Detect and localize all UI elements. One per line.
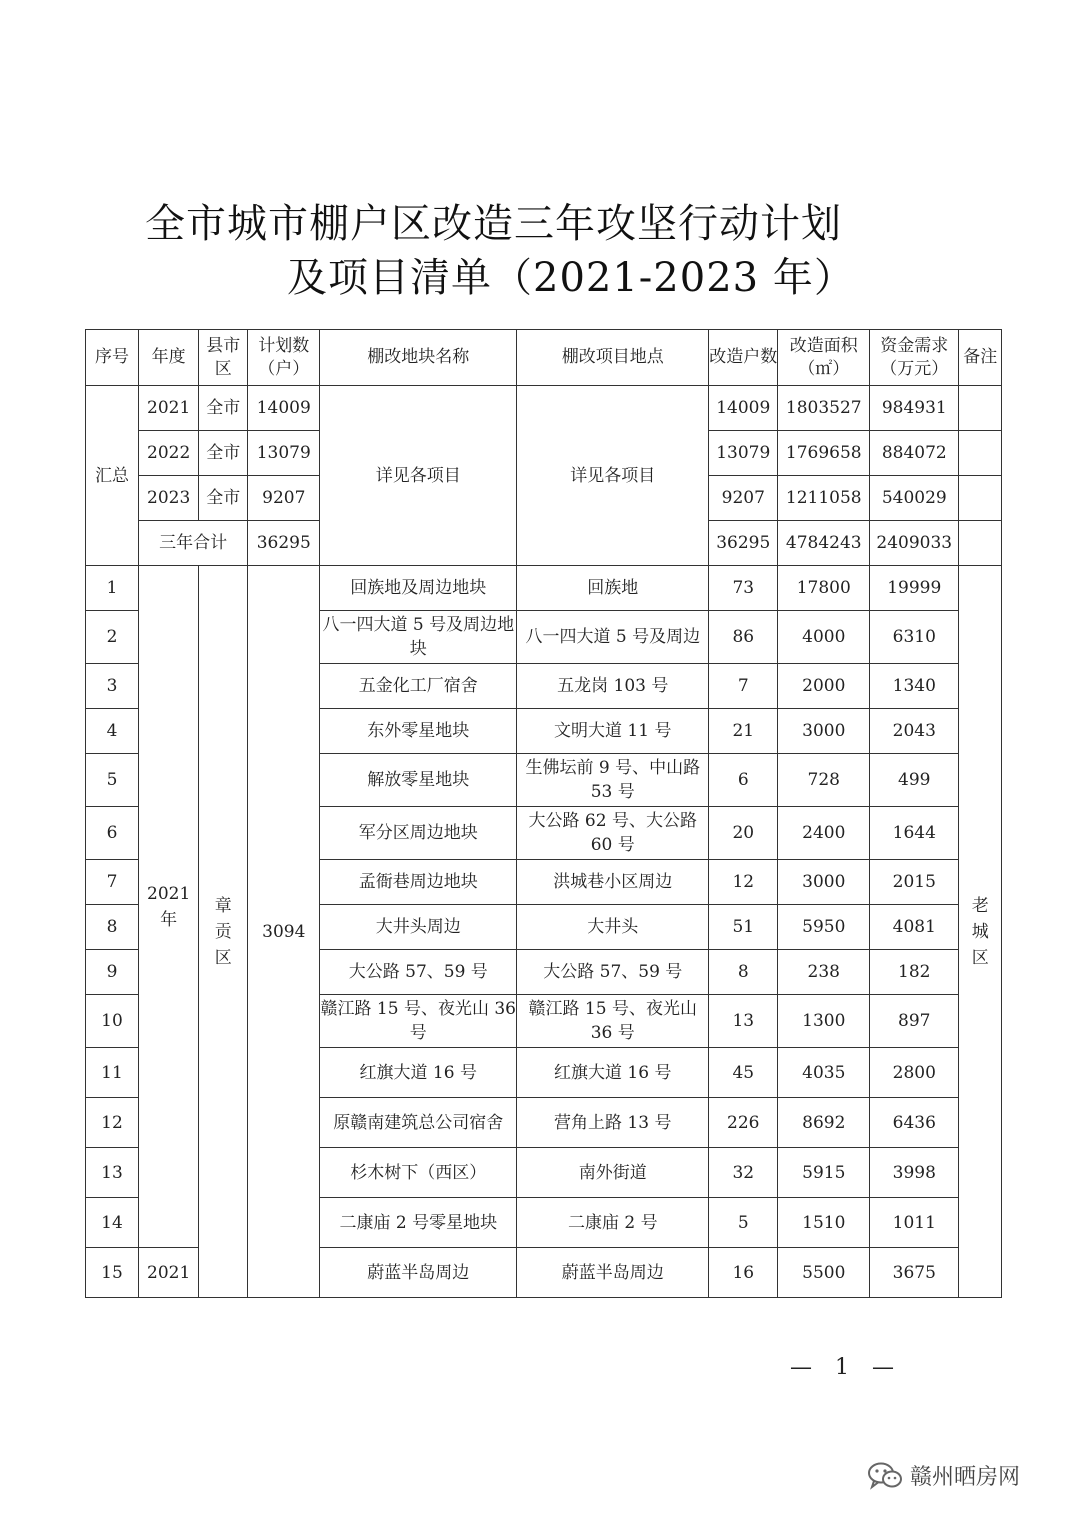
summary-year: 2021 [139,386,199,431]
row-name: 赣江路 15 号、夜光山 36 号 [320,995,517,1048]
row-funds: 6436 [870,1098,959,1148]
summary-households: 13079 [709,431,778,476]
header-location: 棚改项目地点 [517,330,709,386]
row-seq: 13 [86,1148,139,1198]
header-year: 年度 [139,330,199,386]
row-seq: 15 [86,1248,139,1298]
row-area: 5950 [778,905,870,950]
header-county: 县市区 [199,330,248,386]
row-location: 二康庙 2 号 [517,1198,709,1248]
wechat-icon [868,1462,902,1490]
summary-plan: 14009 [248,386,320,431]
row-funds: 499 [870,754,959,807]
header-funds: 资金需求（万元） [870,330,959,386]
row-location: 五龙岗 103 号 [517,664,709,709]
summary-location: 详见各项目 [517,386,709,566]
row-households: 13 [709,995,778,1048]
row-location: 红旗大道 16 号 [517,1048,709,1098]
total-funds: 2409033 [870,521,959,566]
summary-households: 14009 [709,386,778,431]
summary-remark [959,476,1002,521]
row-seq: 2 [86,611,139,664]
row-seq: 14 [86,1198,139,1248]
row-location: 南外街道 [517,1148,709,1198]
row-name: 杉木树下（西区） [320,1148,517,1198]
header-seq: 序号 [86,330,139,386]
row-seq: 11 [86,1048,139,1098]
row-seq: 9 [86,950,139,995]
header-area: 改造面积（㎡） [778,330,870,386]
row-funds: 2015 [870,860,959,905]
row-funds: 897 [870,995,959,1048]
row-location: 洪城巷小区周边 [517,860,709,905]
row-seq: 7 [86,860,139,905]
row-location: 八一四大道 5 号及周边 [517,611,709,664]
total-label: 三年合计 [139,521,248,566]
summary-plan: 13079 [248,431,320,476]
row-name: 蔚蓝半岛周边 [320,1248,517,1298]
summary-funds: 540029 [870,476,959,521]
row-households: 21 [709,709,778,754]
row-location: 蔚蓝半岛周边 [517,1248,709,1298]
row-households: 73 [709,566,778,611]
row-area: 1300 [778,995,870,1048]
row-funds: 182 [870,950,959,995]
summary-county: 全市 [199,386,248,431]
row-name: 军分区周边地块 [320,807,517,860]
row-area: 728 [778,754,870,807]
row-location: 回族地 [517,566,709,611]
row-funds: 4081 [870,905,959,950]
watermark [868,1460,1020,1491]
row-households: 226 [709,1098,778,1148]
row-area: 2400 [778,807,870,860]
summary-name: 详见各项目 [320,386,517,566]
row-location: 生佛坛前 9 号、中山路 53 号 [517,754,709,807]
row-households: 7 [709,664,778,709]
row-seq: 8 [86,905,139,950]
row-name: 八一四大道 5 号及周边地块 [320,611,517,664]
summary-area: 1211058 [778,476,870,521]
summary-plan: 9207 [248,476,320,521]
total-plan: 36295 [248,521,320,566]
project-table [85,329,1002,1298]
row-seq: 3 [86,664,139,709]
row-households: 51 [709,905,778,950]
row-area: 3000 [778,860,870,905]
row-funds: 6310 [870,611,959,664]
row-households: 32 [709,1148,778,1198]
row-area: 5915 [778,1148,870,1198]
summary-remark [959,431,1002,476]
group-remark: 老城区 [959,566,1002,1298]
row-seq: 4 [86,709,139,754]
row-households: 8 [709,950,778,995]
total-remark [959,521,1002,566]
group-county: 章贡区 [199,566,248,1298]
row-area: 5500 [778,1248,870,1298]
row-area: 4035 [778,1048,870,1098]
header-row [86,330,1002,386]
table-row [86,566,1002,611]
summary-funds: 984931 [870,386,959,431]
row-area: 8692 [778,1098,870,1148]
row-area: 238 [778,950,870,995]
watermark-text: 赣州晒房网 [910,1465,1021,1490]
header-remark: 备注 [959,330,1002,386]
group-year: 2021年 [139,566,199,1248]
row-funds: 3998 [870,1148,959,1198]
row-funds: 2800 [870,1048,959,1098]
summary-county: 全市 [199,476,248,521]
row-location: 大公路 57、59 号 [517,950,709,995]
summary-area: 1769658 [778,431,870,476]
row-funds: 1340 [870,664,959,709]
header-name: 棚改地块名称 [320,330,517,386]
summary-year: 2023 [139,476,199,521]
row-year: 2021 [139,1248,199,1298]
row-name: 原赣南建筑总公司宿舍 [320,1098,517,1148]
row-households: 12 [709,860,778,905]
summary-area: 1803527 [778,386,870,431]
row-area: 4000 [778,611,870,664]
row-households: 86 [709,611,778,664]
document-title-line2: 及项目清单（2021-2023 年） [287,255,855,301]
row-households: 16 [709,1248,778,1298]
row-seq: 10 [86,995,139,1048]
row-location: 大井头 [517,905,709,950]
total-households: 36295 [709,521,778,566]
row-seq: 6 [86,807,139,860]
group-plan: 3094 [248,566,320,1298]
row-location: 赣江路 15 号、夜光山 36 号 [517,995,709,1048]
row-name: 红旗大道 16 号 [320,1048,517,1098]
summary-remark [959,386,1002,431]
row-name: 五金化工厂宿舍 [320,664,517,709]
summary-year: 2022 [139,431,199,476]
row-location: 文明大道 11 号 [517,709,709,754]
row-funds: 19999 [870,566,959,611]
row-name: 大公路 57、59 号 [320,950,517,995]
row-seq: 5 [86,754,139,807]
row-households: 20 [709,807,778,860]
summary-row [86,386,1002,431]
header-households: 改造户数 [709,330,778,386]
row-name: 大井头周边 [320,905,517,950]
row-funds: 3675 [870,1248,959,1298]
total-area: 4784243 [778,521,870,566]
row-households: 5 [709,1198,778,1248]
row-name: 东外零星地块 [320,709,517,754]
row-area: 3000 [778,709,870,754]
row-location: 大公路 62 号、大公路 60 号 [517,807,709,860]
row-seq: 1 [86,566,139,611]
summary-county: 全市 [199,431,248,476]
row-seq: 12 [86,1098,139,1148]
summary-label: 汇总 [86,386,139,566]
row-funds: 1011 [870,1198,959,1248]
row-households: 45 [709,1048,778,1098]
row-households: 6 [709,754,778,807]
document-title-line1: 全市城市棚户区改造三年攻坚行动计划 [145,201,842,247]
row-area: 2000 [778,664,870,709]
row-funds: 2043 [870,709,959,754]
row-name: 解放零星地块 [320,754,517,807]
page-number: — 1 — [790,1355,902,1380]
summary-households: 9207 [709,476,778,521]
row-name: 孟衙巷周边地块 [320,860,517,905]
row-funds: 1644 [870,807,959,860]
row-name: 回族地及周边地块 [320,566,517,611]
row-area: 1510 [778,1198,870,1248]
row-name: 二康庙 2 号零星地块 [320,1198,517,1248]
header-plan: 计划数（户） [248,330,320,386]
row-location: 营角上路 13 号 [517,1098,709,1148]
summary-funds: 884072 [870,431,959,476]
row-area: 17800 [778,566,870,611]
